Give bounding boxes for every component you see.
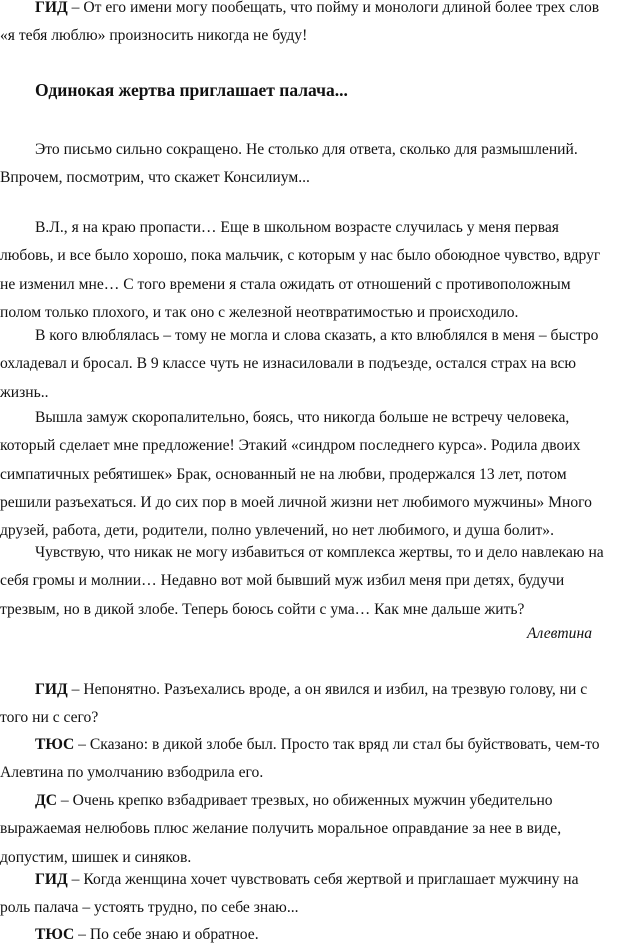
paragraph-line: друзей, работа, дети, родители, полно увлечений, но нет любимого, и душа болит». bbox=[0, 522, 554, 540]
dialogue-text: – Сказано: в дикой злобе был. Просто так вряд ли стал бы буйствовать, чем-то bbox=[74, 736, 600, 753]
dialogue-text: – От его имени могу пообещать, что пойму и монологи длиной более трех слов bbox=[67, 0, 600, 16]
paragraph-line: решили разъехаться. И до сих пор в моей личной жизни нет любимого мужчины» Много bbox=[0, 493, 592, 511]
paragraph-line: роль палача – устоять трудно, по себе знаю... bbox=[0, 899, 299, 917]
dialogue-paragraph bbox=[0, 0, 600, 51]
paragraph-line: «я тебя люблю» произносить никогда не буду! bbox=[0, 27, 308, 45]
paragraph-line bbox=[33, 787, 593, 815]
paragraph-line: себя громы и молнии… Недавно вот мой бывший муж избил меня при детях, будучи bbox=[0, 572, 565, 590]
paragraph-line bbox=[33, 0, 600, 22]
letter-paragraph bbox=[0, 404, 593, 545]
speaker-name: ТЮС bbox=[35, 926, 75, 943]
letter-signature: Алевтина bbox=[527, 625, 592, 642]
section-heading: Одинокая жертва приглашает палача... bbox=[35, 80, 348, 100]
letter-paragraph bbox=[0, 539, 604, 624]
dialogue-paragraph bbox=[0, 676, 593, 733]
paragraph-line: симпатичных ребятишек» Брак, основанный не на любви, продержался 13 лет, потом bbox=[0, 465, 567, 483]
paragraph-line: того ни с сего? bbox=[0, 709, 99, 727]
paragraph-line: В.Л., я на краю пропасти… Еще в школьном возрасте случилась у меня первая bbox=[35, 219, 559, 236]
letter-paragraph bbox=[0, 214, 601, 327]
paragraph-line: Алевтина по умолчанию взбодрила его. bbox=[0, 764, 264, 782]
dialogue-paragraph bbox=[0, 731, 600, 788]
paragraph-line bbox=[33, 676, 593, 704]
paragraph-line bbox=[33, 921, 593, 949]
paragraph-line: не изменил мне… С того времени я стала ожидать от отношений с противоположным bbox=[0, 275, 571, 293]
speaker-name: ГИД bbox=[35, 871, 68, 888]
dialogue-text: – Очень крепко взбадривает трезвых, но обиженных мужчин убедительно bbox=[57, 792, 553, 809]
paragraph-line: Вышла замуж скоропалительно, боясь, что никогда больше не встречу человека, bbox=[35, 409, 570, 426]
paragraph-line: трезвым, но в дикой злобе. Теперь боюсь сойти с ума… Как мне дальше жить? bbox=[0, 600, 525, 618]
dialogue-paragraph bbox=[0, 866, 593, 923]
speaker-name: ГИД bbox=[35, 0, 68, 16]
dialogue-text: – По себе знаю и обратное. bbox=[74, 926, 259, 943]
paragraph-line: допустим, шишек и синяков. bbox=[0, 848, 192, 866]
letter-paragraph bbox=[0, 322, 599, 407]
paragraph-line: выражаемая нелюбовь плюс желание получить моральное оправдание за нее в виде, bbox=[0, 820, 562, 838]
speaker-name: ТЮС bbox=[35, 736, 75, 753]
paragraph-line: полом только плохого, и так оно с железной неотвратимостью и происходило. bbox=[0, 303, 519, 321]
paragraph-line: охладевал и бросал. В 9 классе чуть не изнасиловали в подъезде, остался страх на всю bbox=[0, 355, 577, 373]
paragraph-line: В кого влюблялась – тому не могла и слова сказать, а кто влюблялся в меня – быстро bbox=[35, 327, 599, 344]
paragraph-line bbox=[33, 731, 600, 759]
paragraph-line: жизнь.. bbox=[0, 383, 49, 401]
paragraph-line: Это письмо сильно сокращено. Не столько для ответа, сколько для размышлений. bbox=[35, 141, 578, 158]
editor-note-paragraph bbox=[0, 136, 593, 193]
paragraph-line: Чувствую, что никак не могу избавиться от комплекса жертвы, то и дело навлекаю на bbox=[35, 544, 604, 561]
dialogue-paragraph bbox=[33, 921, 593, 949]
dialogue-paragraph bbox=[0, 787, 593, 872]
speaker-name: ГИД bbox=[35, 681, 68, 698]
speaker-name: ДС bbox=[35, 792, 57, 809]
dialogue-text: – Непонятно. Разъехались вроде, а он явился и избил, на трезвую голову, ни с bbox=[67, 681, 588, 698]
dialogue-text: – Когда женщина хочет чувствовать себя жертвой и приглашает мужчину на bbox=[67, 871, 579, 888]
paragraph-line: любовь, и все было хорошо, пока мальчик, с которым у нас было обоюдное чувство, вдруг bbox=[0, 247, 601, 265]
paragraph-line bbox=[33, 866, 593, 894]
paragraph-line: Впрочем, посмотрим, что скажет Консилиум... bbox=[0, 169, 310, 187]
paragraph-line: который сделает мне предложение! Этакий «синдром последнего курса». Родила двоих bbox=[0, 437, 581, 455]
